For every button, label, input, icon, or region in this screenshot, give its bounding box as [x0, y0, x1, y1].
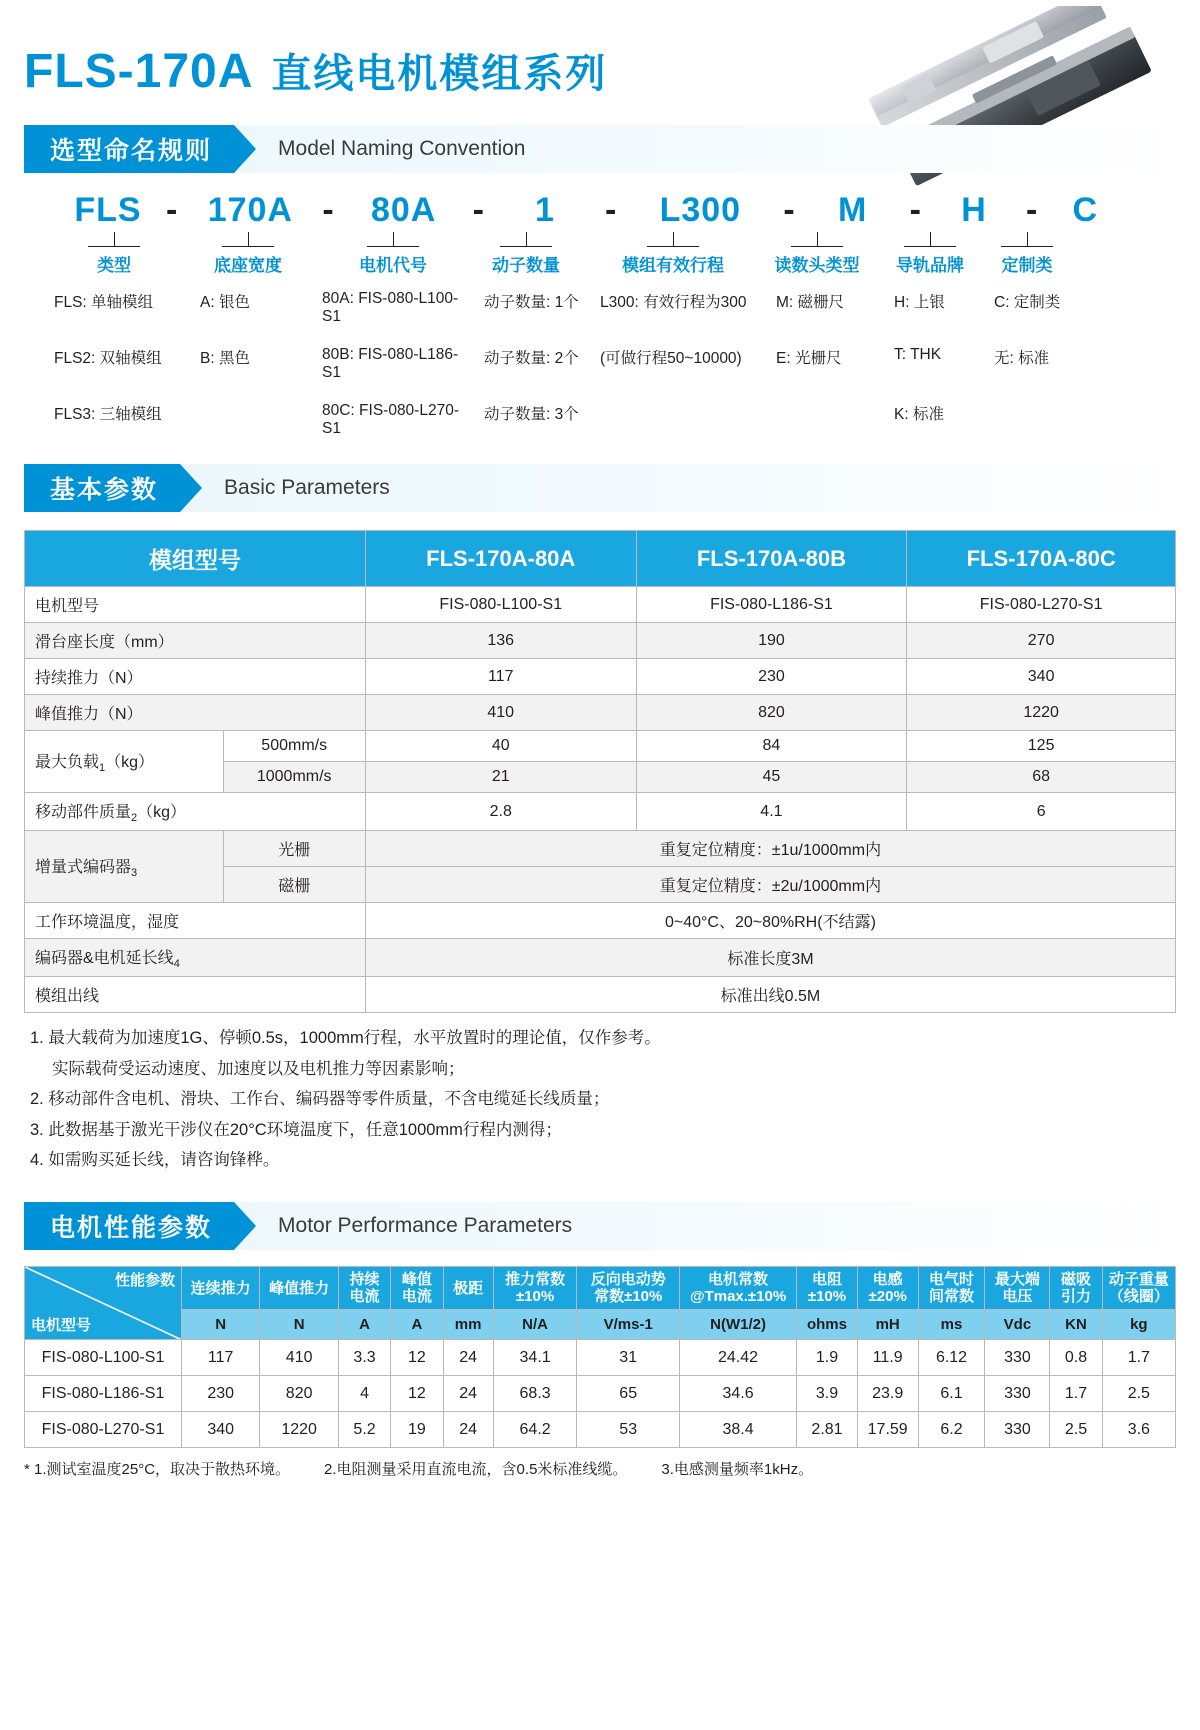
section-header-basic: [24, 464, 1176, 512]
cell-value: 6.1: [918, 1376, 985, 1412]
naming-option-0-1: FLS2: 双轴模组: [54, 350, 162, 367]
cell-value: 65: [577, 1376, 680, 1412]
basic-header-2: FLS-170A-80B: [636, 531, 907, 587]
naming-label-3: 动子数量: [492, 256, 560, 275]
cell-value: 38.4: [679, 1412, 796, 1448]
cell-value: 12: [391, 1340, 443, 1376]
naming-option-2-0: 80A: FIS-080-L100-S1: [322, 290, 459, 325]
note-1-cont: 实际载荷受运动速度、加速度以及电机推力等因素影响；: [52, 1059, 465, 1078]
footnote-2: 2.电阻测量采用直流电流，含0.5米标准线缆。: [324, 1461, 628, 1479]
cell-value: 45: [636, 762, 907, 793]
cell-value: 3.3: [338, 1340, 390, 1376]
note-3: 3. 此数据基于激光干涉仪在20°C环境温度下，任意1000mm行程内测得；: [30, 1120, 562, 1139]
table-row-header: [25, 531, 1176, 587]
section-header-naming-cn: 选型命名规则: [24, 125, 234, 173]
naming-option-4-1: (可做行程50~10000): [600, 350, 742, 367]
motor-model: FIS-080-L270-S1: [25, 1412, 182, 1448]
naming-option-2-2: 80C: FIS-080-L270-S1: [322, 402, 459, 437]
naming-option-6-2: K: 标准: [894, 406, 944, 423]
motor-unit-3: A: [391, 1310, 443, 1340]
corner-top-label: 性能参数: [114, 1271, 175, 1289]
section-header-basic-en: Basic Parameters: [224, 476, 390, 499]
row-label: 峰值推力（N）: [25, 695, 366, 731]
encoder-sup: 3: [131, 867, 138, 880]
cell-value: 2.5: [1102, 1376, 1175, 1412]
maxload-sup: 1: [99, 762, 106, 775]
cell-value: 重复定位精度：±1u/1000mm内: [365, 831, 1175, 867]
naming-label-5: 读数头类型: [774, 256, 860, 275]
motor-header-11: 最大端 电压: [985, 1266, 1050, 1310]
naming-code-7: C: [1072, 191, 1099, 229]
table-row: [25, 939, 1176, 977]
row-label: 模组出线: [25, 977, 366, 1013]
cell-value: 重复定位精度：±2u/1000mm内: [365, 867, 1175, 903]
naming-dash: -: [783, 191, 796, 229]
motor-unit-2: A: [338, 1310, 390, 1340]
cell-value: 17.59: [857, 1412, 918, 1448]
row-label-encoder: [25, 831, 224, 903]
cell-value: 24: [443, 1376, 493, 1412]
row-label: 工作环境温度，湿度: [25, 903, 366, 939]
motor-unit-9: mH: [857, 1310, 918, 1340]
ext-label: 编码器&电机延长线: [35, 950, 174, 968]
note-4: 4. 如需购买延长线，请咨询锋桦。: [30, 1151, 280, 1170]
naming-option-1-0: A: 银色: [200, 294, 250, 311]
cell-value: 2.5: [1050, 1412, 1102, 1448]
title-model: FLS-170A: [24, 45, 254, 98]
naming-code-1: 170A: [207, 191, 293, 229]
naming-option-5-0: M: 磁栅尺: [776, 294, 845, 311]
table-row-units: [25, 1310, 1176, 1340]
cell-value: 53: [577, 1412, 680, 1448]
cell-value: 0.8: [1050, 1340, 1102, 1376]
naming-dash: -: [472, 191, 485, 229]
cell-value: 6: [907, 793, 1176, 831]
cell-value: 1.7: [1102, 1340, 1175, 1376]
naming-label-2: 电机代号: [359, 256, 427, 275]
mass-unit: （kg）: [137, 804, 187, 821]
cell-value: 820: [636, 695, 907, 731]
naming-option-7-1: 无: 标准: [994, 350, 1050, 367]
title-cn: 直线电机模组系列: [271, 52, 608, 96]
naming-dash: -: [322, 191, 335, 229]
motor-unit-11: Vdc: [985, 1310, 1050, 1340]
motor-unit-12: KN: [1050, 1310, 1102, 1340]
naming-label-4: 模组有效行程: [622, 256, 724, 275]
cell-value: 68: [907, 762, 1176, 793]
row-label-mass: [25, 793, 366, 831]
cell-value: 34.6: [679, 1376, 796, 1412]
naming-option-6-1: T: THK: [894, 346, 942, 363]
naming-option-5-2: [758, 402, 876, 438]
motor-footnotes: [24, 1458, 1176, 1479]
cell-value: 230: [181, 1376, 259, 1412]
motor-performance-table: [24, 1266, 1176, 1449]
naming-option-1-2: [174, 402, 322, 438]
motor-header-9: 电感 ±20%: [857, 1266, 918, 1310]
sub-label: 1000mm/s: [223, 762, 365, 793]
cell-value: 5.2: [338, 1412, 390, 1448]
motor-header-3: 峰值 电流: [391, 1266, 443, 1310]
cell-value: 34.1: [493, 1340, 577, 1376]
cell-value: 6.2: [918, 1412, 985, 1448]
naming-option-3-0: 动子数量: 1个: [484, 294, 579, 311]
cell-value: 11.9: [857, 1340, 918, 1376]
cell-value: 标准长度3M: [365, 939, 1175, 977]
cell-value: 1220: [260, 1412, 338, 1448]
section-header-motor: [24, 1202, 1176, 1250]
motor-unit-5: N/A: [493, 1310, 577, 1340]
naming-convention: [24, 191, 1176, 438]
motor-header-6: 反向电动势 常数±10%: [577, 1266, 680, 1310]
motor-unit-7: N(W1/2): [679, 1310, 796, 1340]
row-label-maxload: [25, 731, 224, 793]
motor-unit-4: mm: [443, 1310, 493, 1340]
cell-value: 4.1: [636, 793, 907, 831]
note-1: 1. 最大载荷为加速度1G、停顿0.5s，1000mm行程，水平放置时的理论值，仅作参考。: [30, 1029, 661, 1048]
cell-value: 190: [636, 623, 907, 659]
cell-value: 1.9: [797, 1340, 858, 1376]
table-row: [25, 731, 1176, 762]
cell-value: 23.9: [857, 1376, 918, 1412]
motor-unit-8: ohms: [797, 1310, 858, 1340]
cell-value: 24.42: [679, 1340, 796, 1376]
naming-option-0-2: FLS3: 三轴模组: [54, 406, 162, 423]
cell-value: 31: [577, 1340, 680, 1376]
naming-option-4-0: L300: 有效行程为300: [600, 294, 747, 311]
naming-code-4: L300: [659, 191, 742, 229]
cell-value: 117: [365, 659, 636, 695]
maxload-unit: （kg）: [105, 753, 155, 771]
motor-header-8: 电阻 ±10%: [797, 1266, 858, 1310]
naming-code-5: M: [837, 191, 868, 229]
basic-header-0: 模组型号: [25, 531, 366, 587]
cell-value: 136: [365, 623, 636, 659]
basic-header-1: FLS-170A-80A: [365, 531, 636, 587]
cell-value: 1.7: [1050, 1376, 1102, 1412]
cell-value: 19: [391, 1412, 443, 1448]
naming-option-2-1: 80B: FIS-080-L186-S1: [322, 346, 459, 381]
cell-value: 410: [365, 695, 636, 731]
table-row: [25, 903, 1176, 939]
naming-option-7-2: [984, 402, 1070, 438]
naming-dash: -: [1025, 191, 1039, 229]
table-row: [25, 659, 1176, 695]
cell-value: 0~40°C、20~80%RH(不结露): [365, 903, 1175, 939]
naming-code-2: 80A: [370, 191, 437, 229]
sub-label: 500mm/s: [223, 731, 365, 762]
naming-option-7-0: C: 定制类: [994, 294, 1061, 311]
cell-value: 68.3: [493, 1376, 577, 1412]
section-header-naming: [24, 125, 1176, 173]
cell-value: 64.2: [493, 1412, 577, 1448]
cell-value: 24: [443, 1340, 493, 1376]
cell-value: 4: [338, 1376, 390, 1412]
section-header-basic-cn: 基本参数: [24, 464, 180, 512]
motor-model: FIS-080-L186-S1: [25, 1376, 182, 1412]
cell-value: 6.12: [918, 1340, 985, 1376]
motor-unit-0: N: [181, 1310, 259, 1340]
motor-header-13: 动子重量 （线圈）: [1102, 1266, 1175, 1310]
naming-option-1-1: B: 黑色: [200, 350, 250, 367]
naming-label-7: 定制类: [1001, 256, 1053, 275]
motor-model: FIS-080-L100-S1: [25, 1340, 182, 1376]
cell-value: 12: [391, 1376, 443, 1412]
table-row: [25, 587, 1176, 623]
cell-value: 270: [907, 623, 1176, 659]
sub-label: 光栅: [223, 831, 365, 867]
naming-code-0: FLS: [74, 191, 142, 229]
cell-value: 340: [907, 659, 1176, 695]
motor-header-1: 峰值推力: [260, 1266, 338, 1310]
naming-options-row-2: [24, 346, 1176, 382]
table-row: [25, 695, 1176, 731]
cell-value: FIS-080-L186-S1: [636, 587, 907, 623]
naming-dash: -: [909, 191, 922, 229]
corner-bottom-label: 电机型号: [31, 1317, 92, 1335]
table-row: [25, 623, 1176, 659]
cell-value: 2.8: [365, 793, 636, 831]
table-row: [25, 831, 1176, 867]
motor-header-2: 持续 电流: [338, 1266, 390, 1310]
naming-code-row: [24, 191, 1176, 230]
table-row: [25, 1376, 1176, 1412]
naming-options-row-3: [24, 402, 1176, 438]
table-row-header: [25, 1266, 1176, 1310]
naming-dash: -: [166, 191, 179, 229]
cell-value: 标准出线0.5M: [365, 977, 1175, 1013]
table-row: [25, 793, 1176, 831]
naming-options-row-1: [24, 290, 1176, 326]
cell-value: 410: [260, 1340, 338, 1376]
motor-header-10: 电气时 间常数: [918, 1266, 985, 1310]
cell-value: FIS-080-L100-S1: [365, 587, 636, 623]
cell-value: 330: [985, 1376, 1050, 1412]
cell-value: 1220: [907, 695, 1176, 731]
naming-option-4-2: [588, 402, 758, 438]
cell-value: 330: [985, 1412, 1050, 1448]
cell-value: 340: [181, 1412, 259, 1448]
section-header-motor-en: Motor Performance Parameters: [278, 1213, 573, 1237]
naming-option-3-1: 动子数量: 2个: [484, 350, 579, 367]
motor-unit-13: kg: [1102, 1310, 1175, 1340]
cell-value: 820: [260, 1376, 338, 1412]
maxload-label: 最大负载: [35, 753, 100, 771]
motor-unit-10: ms: [918, 1310, 985, 1340]
naming-code-3: 1: [535, 191, 555, 229]
naming-dash: -: [604, 191, 618, 229]
row-label-ext: [25, 939, 366, 977]
motor-unit-1: N: [260, 1310, 338, 1340]
motor-corner-cell: [25, 1266, 182, 1340]
table-row: [25, 1340, 1176, 1376]
cell-value: 24: [443, 1412, 493, 1448]
basic-parameters-table: [24, 530, 1176, 1013]
naming-label-row: [24, 251, 1176, 276]
motor-unit-6: V/ms-1: [577, 1310, 680, 1340]
mass-sup: 2: [131, 812, 138, 825]
naming-code-6: H: [961, 191, 987, 229]
table-row: [25, 977, 1176, 1013]
cell-value: FIS-080-L270-S1: [907, 587, 1176, 623]
row-label: 电机型号: [25, 587, 366, 623]
motor-header-12: 磁吸 引力: [1050, 1266, 1102, 1310]
naming-label-6: 导轨品牌: [896, 256, 964, 275]
motor-header-0: 连续推力: [181, 1266, 259, 1310]
cell-value: 40: [365, 731, 636, 762]
sub-label: 磁栅: [223, 867, 365, 903]
table-row: [25, 1412, 1176, 1448]
row-label: 滑台座长度（mm）: [25, 623, 366, 659]
naming-label-1: 底座宽度: [214, 256, 282, 275]
naming-option-0-0: FLS: 单轴模组: [54, 294, 154, 311]
footnote-3: 3.电感测量频率1kHz。: [661, 1461, 814, 1479]
section-header-motor-cn: 电机性能参数: [24, 1202, 234, 1250]
motor-header-5: 推力常数 ±10%: [493, 1266, 577, 1310]
cell-value: 21: [365, 762, 636, 793]
mass-label: 移动部件质量: [35, 804, 132, 821]
cell-value: 125: [907, 731, 1176, 762]
naming-option-6-0: H: 上银: [894, 294, 945, 311]
footnote-1: * 1.测试室温度25°C，取决于散热环境。: [24, 1461, 291, 1479]
cell-value: 84: [636, 731, 907, 762]
note-2: 2. 移动部件含电机、滑块、工作台、编码器等零件质量，不含电缆延长线质量；: [30, 1090, 610, 1109]
cell-value: 3.9: [797, 1376, 858, 1412]
motor-header-7: 电机常数 @Tmax.±10%: [679, 1266, 796, 1310]
cell-value: 330: [985, 1340, 1050, 1376]
naming-option-5-1: E: 光栅尺: [776, 350, 842, 367]
row-label: 持续推力（N）: [25, 659, 366, 695]
motor-header-4: 极距: [443, 1266, 493, 1310]
ext-sup: 4: [173, 958, 180, 971]
naming-label-0: 类型: [97, 256, 131, 275]
basic-notes: [24, 1023, 1176, 1176]
cell-value: 230: [636, 659, 907, 695]
cell-value: 3.6: [1102, 1412, 1175, 1448]
naming-tick-row: [24, 232, 1176, 247]
section-header-naming-en: Model Naming Convention: [278, 137, 526, 160]
naming-option-3-2: 动子数量: 3个: [484, 406, 579, 423]
encoder-label: 增量式编码器: [35, 859, 132, 877]
cell-value: 2.81: [797, 1412, 858, 1448]
cell-value: 117: [181, 1340, 259, 1376]
basic-header-3: FLS-170A-80C: [907, 531, 1176, 587]
